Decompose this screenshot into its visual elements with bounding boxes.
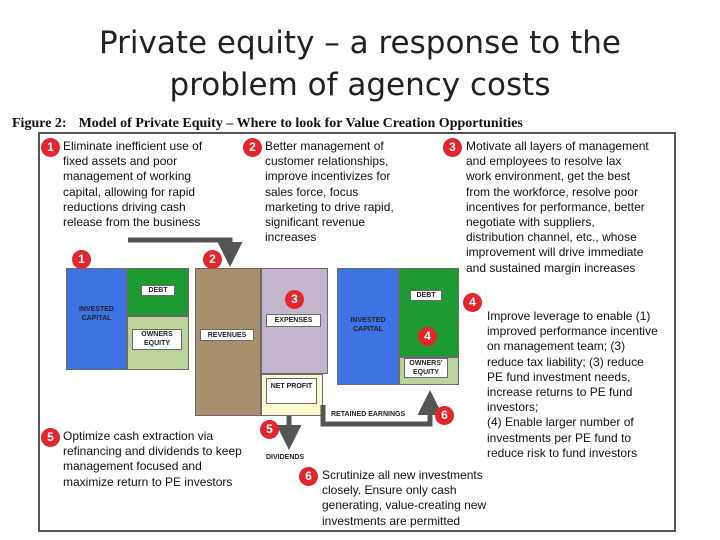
diagram-marker-4: 4 xyxy=(418,327,437,346)
note-4-line: PE fund investment needs, xyxy=(487,369,631,384)
net-profit-label: NET PROFIT xyxy=(270,383,313,390)
note-3-badge: 3 xyxy=(443,138,462,157)
note-4-line: Improve leverage to enable (1) xyxy=(487,309,651,323)
note-1-badge: 1 xyxy=(41,138,60,157)
note-2-line: marketing to drive rapid, xyxy=(265,199,394,214)
expenses-label: EXPENSES xyxy=(274,317,313,324)
note-4-line: (4) Enable larger number of xyxy=(487,415,634,430)
note-5-line: Optimize cash extraction via xyxy=(63,429,214,443)
note-5-line: refinancing and dividends to keep xyxy=(63,444,242,459)
note-3-line: negotiate with suppliers, xyxy=(466,215,595,230)
note-1-line: reductions driving cash xyxy=(63,199,186,214)
note-2-line: significant revenue xyxy=(265,215,366,230)
slide-title-line-1: Private equity – a response to the xyxy=(98,25,621,61)
note-4-line: reduce tax liability; (3) reduce xyxy=(487,354,644,369)
note-3-line: distribution channel, etc., whose xyxy=(466,230,637,245)
note-5-badge: 5 xyxy=(41,428,60,447)
note-4-line: on management team; (3) xyxy=(487,339,626,354)
note-3-line: improvement will drive immediate xyxy=(466,245,644,260)
diagram-marker-3: 3 xyxy=(285,290,304,309)
diagram-marker-1: 1 xyxy=(72,250,91,269)
slide-title-line-2: problem of agency costs xyxy=(169,67,551,103)
figure-label: Figure 2: xyxy=(12,116,67,131)
note-4-line: increase returns to PE fund xyxy=(487,385,633,400)
note-1-line: capital, allowing for rapid xyxy=(63,184,196,199)
note-3-line: incentives for performance, better xyxy=(466,199,645,214)
dividends-label: DIVIDENDS xyxy=(266,454,305,461)
left-owners-equity-label: OWNERS EQUITY xyxy=(141,331,173,347)
diagram-marker-2: 2 xyxy=(203,250,222,269)
note-6-line: investments are permitted xyxy=(322,513,461,528)
note-5-line: maximize return to PE investors xyxy=(63,474,233,489)
revenues-label: REVENUES xyxy=(207,332,247,339)
note-2-line: customer relationships, xyxy=(265,154,389,169)
left-debt-label: DEBT xyxy=(148,287,168,294)
note-3-line: Motivate all layers of management xyxy=(466,139,649,153)
note-4-badge: 4 xyxy=(463,293,482,312)
note-3-line: and sustained margin increases xyxy=(466,260,636,275)
note-3-line: from the workforce, resolve poor xyxy=(466,184,639,199)
note-6-line: Scrutinize all new investments xyxy=(322,468,483,482)
note-2-line: improve incentivizes for xyxy=(265,169,391,184)
diagram-marker-5: 5 xyxy=(260,420,279,439)
figure-title: Model of Private Equity – Where to look for Value Creation Opportunities xyxy=(78,116,523,131)
note-2-badge: 2 xyxy=(243,138,262,157)
right-owners-equity-label: OWNERS' EQUITY xyxy=(409,360,443,376)
note-3-line: and employees to resolve lax xyxy=(466,154,622,169)
retained-earnings-arrow xyxy=(323,395,430,424)
note-4-line: investors; xyxy=(487,400,539,415)
note-2-line: Better management of xyxy=(265,139,384,153)
note-6-badge: 6 xyxy=(299,467,318,486)
right-debt-label: DEBT xyxy=(416,292,436,299)
note-4-line: improved performance incentive xyxy=(487,324,658,339)
note-1-line: management of working xyxy=(63,169,192,184)
left-invested-capital-label: INVESTED CAPITAL xyxy=(78,306,114,322)
note-2-line: increases xyxy=(265,230,317,245)
diagram-marker-6: 6 xyxy=(435,406,454,425)
note-6-line: closely. Ensure only cash xyxy=(322,483,457,498)
note-3-line: work environment, get the best xyxy=(466,169,631,184)
note-6-line: generating, value-creating new xyxy=(322,498,487,513)
note-5-line: management focused and xyxy=(63,459,202,474)
retained-earnings-label: RETAINED EARNINGS xyxy=(331,411,406,418)
note-1-line: fixed assets and poor xyxy=(63,154,178,169)
right-invested-capital-label: INVESTED CAPITAL xyxy=(350,317,386,333)
note-1-line: release from the business xyxy=(63,215,201,230)
note-4-line: investments per PE fund to xyxy=(487,430,632,445)
note-2-line: sales force, focus xyxy=(265,184,359,199)
note-1-line: Eliminate inefficient use of xyxy=(63,139,203,153)
note-4-line: reduce risk to fund investors xyxy=(487,445,638,460)
